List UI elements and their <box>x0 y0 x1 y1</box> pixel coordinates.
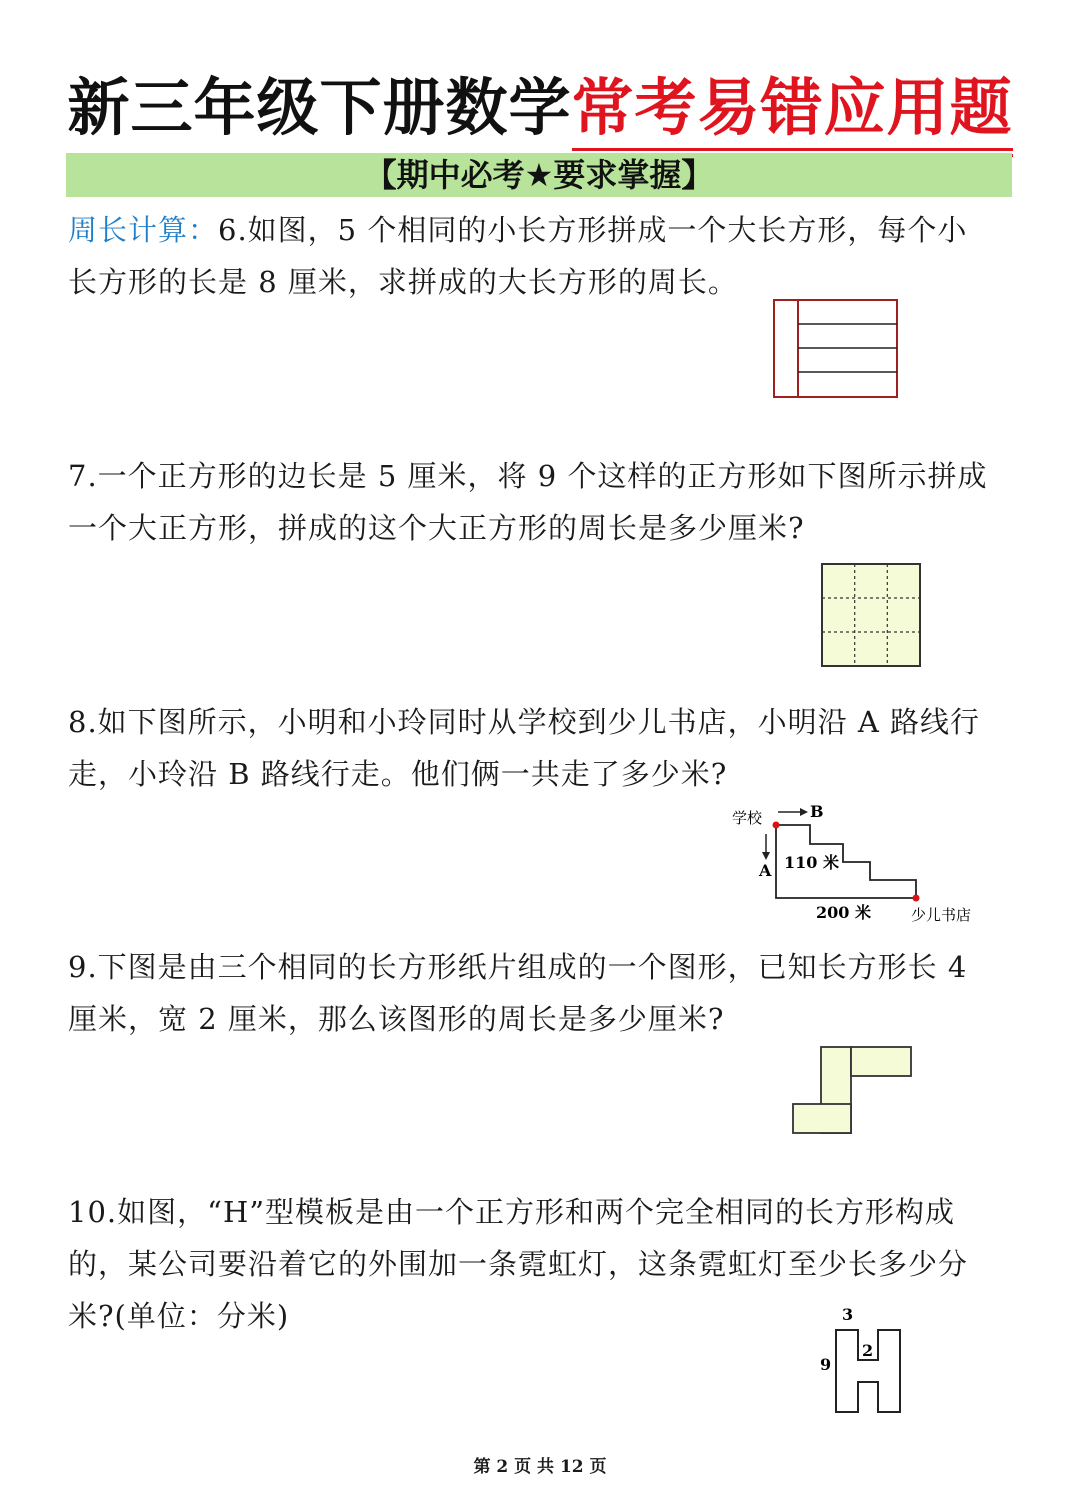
store-label: 少儿书店 <box>911 906 972 924</box>
title-red-text: 常考易错应用题 <box>571 71 1013 144</box>
question-6-line-2: 长方形的长是 8 厘米，求拼成的大长方形的周长。 <box>68 265 738 299</box>
figure-10-h-shape <box>812 1302 908 1420</box>
page-number-footer: 第 2 页 共 12 页 <box>473 1457 607 1477</box>
question-9 <box>68 941 1018 1045</box>
store-dot <box>913 895 920 902</box>
h-top-label: 3 <box>842 1305 854 1324</box>
title-underline <box>572 148 1013 151</box>
question-6 <box>68 204 1018 308</box>
question-10-line-1: 10.如图，“H”型模板是由一个正方形和两个完全相同的长方形构成 <box>68 1195 956 1229</box>
page-title <box>0 58 1080 147</box>
width-label: 200 米 <box>816 903 871 922</box>
h-inner-label: 2 <box>862 1341 874 1360</box>
figure-7-grid <box>820 562 924 670</box>
question-8-line-1: 8.如下图所示，小明和小玲同时从学校到少儿书店，小明沿 A 路线行 <box>68 705 981 739</box>
question-8 <box>68 696 1018 800</box>
h-left-label: 9 <box>820 1355 832 1374</box>
question-10-line-3: 米?(单位：分米) <box>68 1299 290 1333</box>
figure-8-route-map <box>728 800 998 930</box>
question-9-line-2: 厘米，宽 2 厘米，那么该图形的周长是多少厘米? <box>68 1002 725 1036</box>
figure-9-rectangles <box>790 1044 914 1136</box>
question-9-line-1: 9.下图是由三个相同的长方形纸片组成的一个图形，已知长方形长 4 <box>68 950 968 984</box>
question-10-line-2: 的，某公司要沿着它的外围加一条霓虹灯，这条霓虹灯至少长多少分 <box>68 1247 969 1281</box>
route-a-label: A <box>759 861 772 880</box>
route-b-label: B <box>810 802 824 821</box>
question-7-line-2: 一个大正方形，拼成的这个大正方形的周长是多少厘米? <box>68 511 805 545</box>
question-8-line-2: 走，小玲沿 B 路线行走。他们俩一共走了多少米? <box>68 757 728 791</box>
school-dot <box>773 822 780 829</box>
question-6-line-1: 周长计算：6.如图，5 个相同的小长方形拼成一个大长方形，每个小 <box>68 213 968 247</box>
question-7-line-1: 7.一个正方形的边长是 5 厘米，将 9 个这样的正方形如下图所示拼成 <box>68 459 988 493</box>
title-black-part: 新三年级下册数学 <box>67 71 572 144</box>
question-7 <box>68 450 1018 554</box>
title-red-part <box>572 58 1013 147</box>
topic-label: 周长计算： <box>68 213 219 247</box>
height-label: 110 米 <box>784 853 839 872</box>
section-banner: 【期中必考★要求掌握】 <box>66 153 1012 197</box>
school-label: 学校 <box>732 809 763 827</box>
figure-6-rectangles <box>772 298 900 400</box>
